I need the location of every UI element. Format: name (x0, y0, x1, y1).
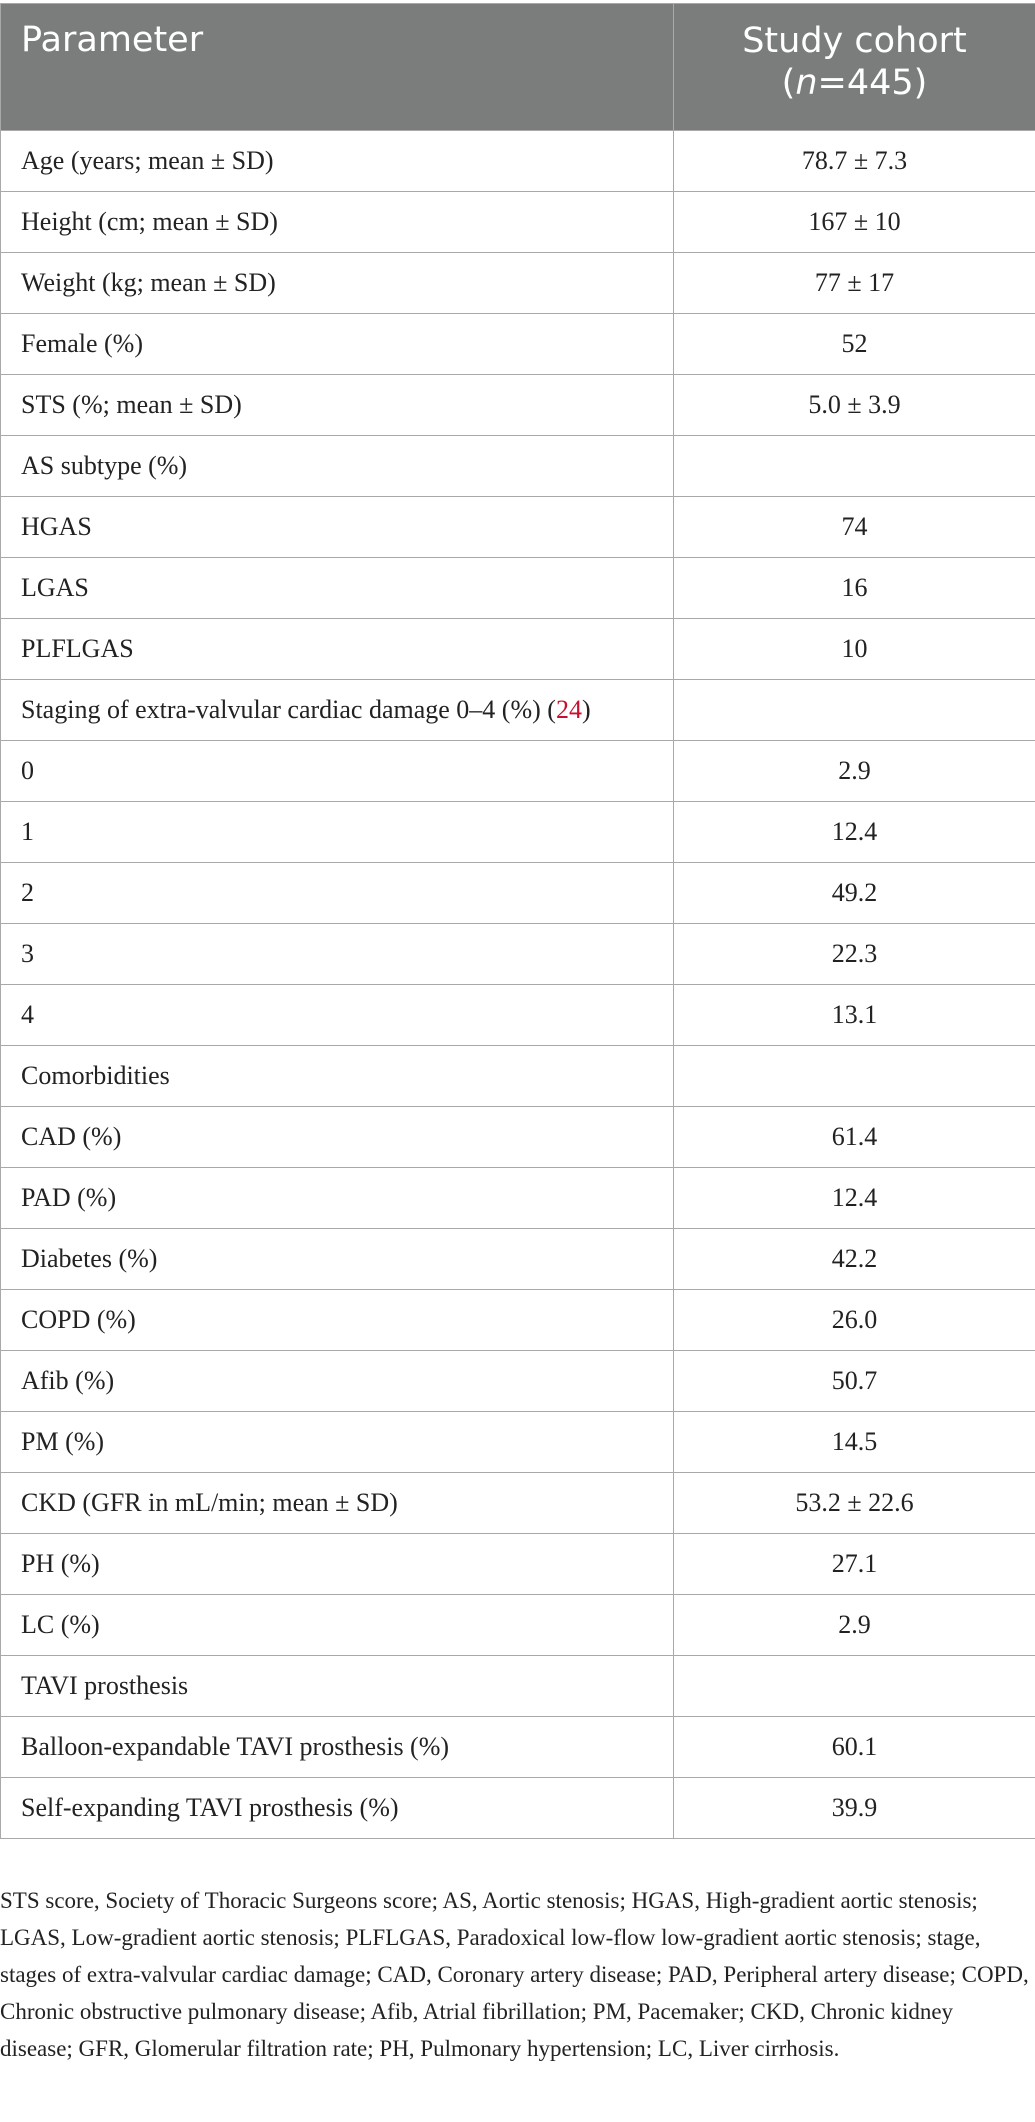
parameter-cell (1, 1229, 674, 1290)
parameter-cell (1, 1656, 674, 1717)
value-cell: 50.7 (674, 1351, 1035, 1412)
parameter-cell (1, 802, 674, 863)
parameter-cell (1, 863, 674, 924)
parameter-label: AS subtype (%) (21, 451, 188, 480)
table-row (1, 1229, 1035, 1290)
value-cell: 2.9 (674, 1595, 1035, 1656)
parameter-label: PLFLGAS (21, 634, 134, 663)
parameter-cell (1, 192, 674, 253)
value-cell: 49.2 (674, 863, 1035, 924)
value-cell: 2.9 (674, 741, 1035, 802)
parameter-label: PM (%) (21, 1427, 105, 1456)
table-row (1, 1412, 1035, 1473)
parameter-cell (1, 1473, 674, 1534)
value-cell: 22.3 (674, 924, 1035, 985)
parameter-cell (1, 1778, 674, 1839)
parameter-label: Age (years; mean ± SD) (21, 146, 274, 175)
parameter-cell (1, 1412, 674, 1473)
parameter-cell (1, 1046, 674, 1107)
parameter-cell (1, 619, 674, 680)
parameter-label: CAD (%) (21, 1122, 122, 1151)
value-cell (674, 1046, 1035, 1107)
value-cell: 14.5 (674, 1412, 1035, 1473)
parameter-cell (1, 680, 674, 741)
table-row (1, 1290, 1035, 1351)
value-cell: 52 (674, 314, 1035, 375)
table-row (1, 1351, 1035, 1412)
value-cell: 10 (674, 619, 1035, 680)
reference-link[interactable]: 24 (555, 695, 582, 724)
parameter-label: Comorbidities (21, 1061, 170, 1090)
header-cohort-n: n (795, 63, 818, 103)
table-row (1, 1107, 1035, 1168)
parameter-label: Afib (%) (21, 1366, 115, 1395)
table-row (1, 1717, 1035, 1778)
parameter-cell (1, 1351, 674, 1412)
table-row (1, 253, 1035, 314)
value-cell: 16 (674, 558, 1035, 619)
value-cell: 61.4 (674, 1107, 1035, 1168)
parameter-cell (1, 1168, 674, 1229)
table-row (1, 1778, 1035, 1839)
value-cell: 12.4 (674, 1168, 1035, 1229)
parameter-label: Diabetes (%) (21, 1244, 158, 1273)
parameter-cell (1, 985, 674, 1046)
table-row (1, 741, 1035, 802)
parameter-label: HGAS (21, 512, 92, 541)
parameter-label: COPD (%) (21, 1305, 136, 1334)
table-body (1, 131, 1035, 1839)
table-row (1, 1656, 1035, 1717)
parameter-label: Self-expanding TAVI prosthesis (%) (21, 1793, 399, 1822)
table-row (1, 1473, 1035, 1534)
value-cell: 39.9 (674, 1778, 1035, 1839)
value-cell (674, 680, 1035, 741)
parameter-label: LGAS (21, 573, 89, 602)
table-row (1, 558, 1035, 619)
parameter-cell (1, 1107, 674, 1168)
table-row (1, 1168, 1035, 1229)
parameter-label: STS (%; mean ± SD) (21, 390, 242, 419)
parameter-cell (1, 558, 674, 619)
parameter-label: CKD (GFR in mL/min; mean ± SD) (21, 1488, 398, 1517)
parameter-cell (1, 375, 674, 436)
value-cell: 13.1 (674, 985, 1035, 1046)
table-footnote: STS score, Society of Thoracic Surgeons score; AS, Aortic stenosis; HGAS, High-gradient aortic stenosis; LGAS, Low-gradient aortic stenosis; PLFLGAS, Paradoxical low-flow low-gradient aortic stenosis; stage, stages of extra-valvular cardiac damage; CAD, Coronary artery disease; PAD, Peripheral artery disease; COPD, Chronic obstructive pulmonary disease; Afib, Atrial fibrillation; PM, Pacemaker; CKD, Chronic kidney disease; GFR, Glomerular filtration rate; PH, Pulmonary hypertension; LC, Liver cirrhosis. (0, 1888, 1029, 2061)
parameter-label: Weight (kg; mean ± SD) (21, 268, 276, 297)
table-row (1, 619, 1035, 680)
parameter-cell (1, 1290, 674, 1351)
parameter-label: 1 (21, 817, 34, 846)
header-cohort-title: Study cohort (742, 21, 967, 61)
header-cohort-count: =445) (817, 63, 928, 103)
value-cell: 12.4 (674, 802, 1035, 863)
parameter-label: Female (%) (21, 329, 144, 358)
value-cell: 167 ± 10 (674, 192, 1035, 253)
value-cell: 26.0 (674, 1290, 1035, 1351)
table-row (1, 924, 1035, 985)
parameter-cell (1, 314, 674, 375)
parameter-label: 0 (21, 756, 34, 785)
table-header-row (1, 4, 1035, 131)
value-cell: 60.1 (674, 1717, 1035, 1778)
parameter-label-close: ) (581, 695, 591, 724)
parameter-label: Height (cm; mean ± SD) (21, 207, 278, 236)
parameter-label: 3 (21, 939, 34, 968)
value-cell (674, 436, 1035, 497)
parameter-cell (1, 131, 674, 192)
table-row (1, 1534, 1035, 1595)
value-cell: 42.2 (674, 1229, 1035, 1290)
table-row (1, 314, 1035, 375)
parameter-cell (1, 924, 674, 985)
parameter-label: LC (%) (21, 1610, 100, 1639)
table-row (1, 192, 1035, 253)
table-row (1, 1595, 1035, 1656)
table-row (1, 863, 1035, 924)
parameter-label: PAD (%) (21, 1183, 117, 1212)
parameter-label: TAVI prosthesis (21, 1671, 189, 1700)
value-cell: 77 ± 17 (674, 253, 1035, 314)
parameter-label: Staging of extra-valvular cardiac damage 0–4 (%) ( (21, 695, 556, 724)
table-row (1, 985, 1035, 1046)
baseline-characteristics-table (0, 3, 1035, 1839)
table-row (1, 497, 1035, 558)
baseline-characteristics-table-wrapper (0, 3, 1035, 1839)
value-cell: 74 (674, 497, 1035, 558)
parameter-label: 2 (21, 878, 34, 907)
value-cell (674, 1656, 1035, 1717)
table-row (1, 436, 1035, 497)
parameter-cell (1, 1595, 674, 1656)
parameter-label: PH (%) (21, 1549, 100, 1578)
parameter-label: Balloon-expandable TAVI prosthesis (%) (21, 1732, 450, 1761)
parameter-cell (1, 497, 674, 558)
header-cohort-open: ( (781, 63, 796, 103)
parameter-cell (1, 741, 674, 802)
parameter-cell (1, 436, 674, 497)
value-cell: 5.0 ± 3.9 (674, 375, 1035, 436)
value-cell: 53.2 ± 22.6 (674, 1473, 1035, 1534)
table-row (1, 1046, 1035, 1107)
header-parameter: Parameter (1, 4, 674, 131)
table-row (1, 802, 1035, 863)
value-cell: 27.1 (674, 1534, 1035, 1595)
table-row (1, 680, 1035, 741)
parameter-cell (1, 1717, 674, 1778)
parameter-cell (1, 253, 674, 314)
header-study-cohort (674, 4, 1035, 131)
parameter-label: 4 (21, 1000, 34, 1029)
table-row (1, 131, 1035, 192)
table-row (1, 375, 1035, 436)
parameter-cell (1, 1534, 674, 1595)
value-cell: 78.7 ± 7.3 (674, 131, 1035, 192)
